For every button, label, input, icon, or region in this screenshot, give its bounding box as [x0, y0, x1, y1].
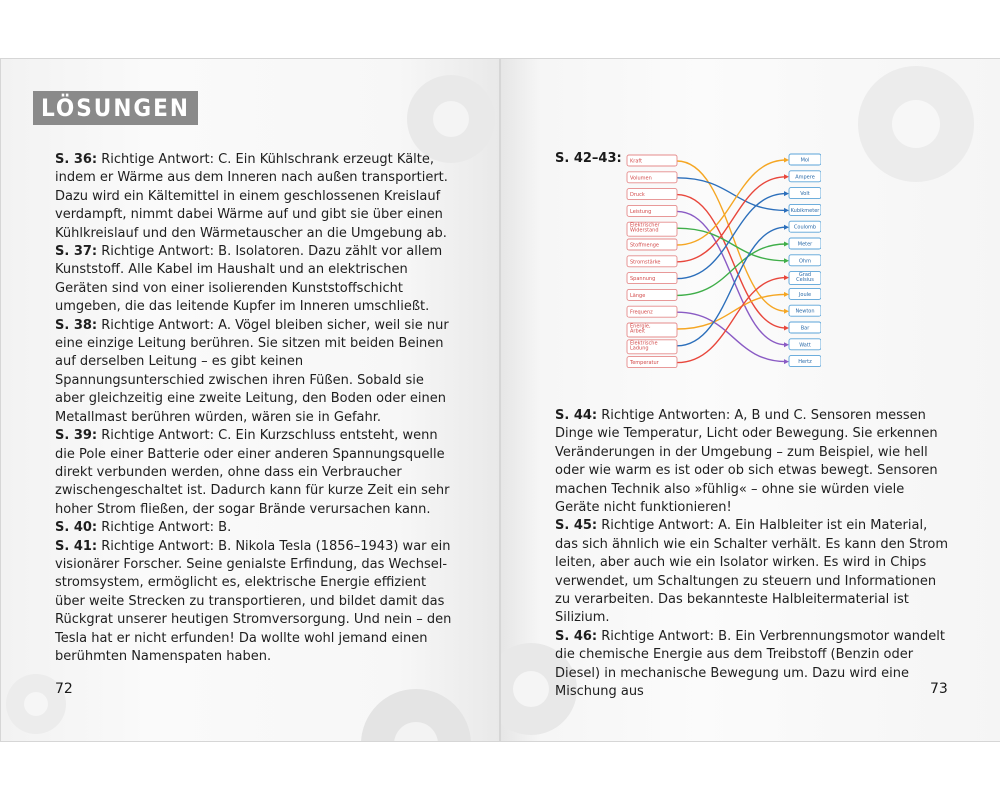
- page-number-right: 73: [930, 681, 948, 697]
- left-text-block: [55, 151, 453, 666]
- left-item: [627, 222, 677, 236]
- right-item: [789, 272, 821, 285]
- right-page: [500, 58, 1000, 742]
- connection-line: [677, 312, 786, 361]
- answer-ref: S. 39:: [55, 428, 98, 444]
- answer-ref: S. 40:: [55, 520, 98, 536]
- right-item: [789, 238, 821, 249]
- arrow-icon: [784, 242, 789, 247]
- left-item-label: Leistung: [630, 208, 652, 215]
- answer-paragraph: [55, 538, 453, 667]
- answer-paragraph: [555, 407, 951, 517]
- right-item: [789, 154, 821, 165]
- right-item-label: Volt: [800, 191, 810, 198]
- right-item-label: Meter: [797, 241, 813, 248]
- answer-text: Richtige Antwort: A. Ein Halbleiter ist ein Material, das sich ähnlich wie ein Schalter verhält. Es kann den Strom leiten, aber auch wie ein Isolator wirken. Es wird in Chips verwendet, um Schaltungen zu steuern und Informationen zu verarbeiten. Das bekannteste Halbleitermaterial ist Silizium.: [555, 518, 948, 626]
- answer-ref: S. 38:: [55, 317, 98, 333]
- left-item: [627, 256, 677, 267]
- left-item: [627, 289, 677, 300]
- right-item: [789, 305, 821, 316]
- right-item-label: Newton: [795, 308, 815, 315]
- gear-decoration-icon: [831, 58, 1000, 209]
- left-item-label: Elektrische: [630, 340, 658, 347]
- right-item-label: Celsius: [796, 277, 814, 284]
- gear-decoration-icon: [0, 659, 81, 742]
- connection-line: [677, 294, 786, 329]
- right-item-label: Joule: [798, 291, 812, 298]
- left-item-label: Kraft: [630, 158, 643, 165]
- answer-ref: S. 41:: [55, 538, 98, 554]
- left-item-label: Energie,: [630, 323, 651, 330]
- right-item: [789, 288, 821, 299]
- left-item-label: Länge: [630, 292, 646, 299]
- right-item: [789, 171, 821, 182]
- arrow-icon: [784, 191, 789, 196]
- answer-text: Richtige Antwort: C. Ein Kurzschluss entsteht, wenn die Pole einer Batterie oder einer anderen Spannungsquelle direkt verbunden werden, ohne dass ein Verbraucher zwischengeschaltet ist. Dadurch kann für kurze Zeit ein sehr hoher Strom fließen, der sogar Brände verursachen kann.: [55, 428, 450, 517]
- page-number-left: 72: [55, 681, 73, 697]
- answer-ref: S. 45:: [555, 518, 598, 534]
- right-text-block: [555, 407, 951, 702]
- right-item-label: Watt: [799, 342, 811, 349]
- answer-ref: S. 36:: [55, 152, 98, 167]
- answer-text: Richtige Antwort: A. Vögel bleiben sicher, weil sie nur eine einzige Leitung berühren. Sie sitzen mit beiden Beinen auf derselben Leitung – es gibt keinen Spannungsunterschied zwischen ihren Füßen. Sobald sie aber gleichzeitig eine zweite Leitung, den Boden oder einen Metallmast berühren würden, wären sie in Gefahr.: [55, 317, 449, 425]
- right-item: [789, 322, 821, 333]
- answer-paragraph: [55, 427, 453, 519]
- left-page: [0, 58, 500, 742]
- left-item-label: Druck: [630, 192, 645, 199]
- right-item: [789, 255, 821, 266]
- connection-line: [677, 194, 786, 279]
- arrow-icon: [784, 158, 789, 163]
- connection-line: [677, 195, 786, 328]
- arrow-icon: [784, 275, 789, 280]
- left-item-label: Arbeit: [630, 328, 646, 335]
- arrow-icon: [784, 292, 789, 297]
- answer-paragraph: [55, 317, 453, 427]
- matching-diagram: [625, 149, 821, 395]
- answer-ref: S. 37:: [55, 244, 98, 260]
- arrow-icon: [784, 342, 789, 347]
- answer-ref: S. 46:: [555, 628, 598, 644]
- arrow-icon: [784, 258, 789, 263]
- answer-text: Richtige Antwort: B. Nikola Tesla (1856–1943) war ein visionärer Forscher. Seine genialste Erfindung, das Wechselstromsystem, ermöglicht es, elektrische Energie effizient über weite Strecken zu transportieren, und bildet damit das Rückgrat unserer heutigen Stromversorgung. Und nein – den Tesla hat er nicht erfunden! Da wollte wohl jemand einen berühmten Namenspaten haben.: [55, 538, 452, 664]
- left-item-label: Frequenz: [630, 309, 653, 316]
- answer-text: Richtige Antworten: A, B und C. Sensoren messen Dinge wie Temperatur, Licht oder Bewegung. Sie erkennen Veränderungen in der Umgebung – zum Beispiel, wie hell oder wie warm es ist oder ob sich etwas bewegt. Sensoren machen Technik also »fühlig« – ohne sie würden viele Geräte nicht funktionieren!: [555, 408, 938, 516]
- right-item-label: Mol: [800, 157, 810, 164]
- right-item-label: Ampere: [795, 174, 815, 181]
- left-item-label: Spannung: [630, 276, 656, 283]
- gear-decoration-icon: [331, 659, 500, 742]
- answer-paragraph: [55, 519, 453, 537]
- arrow-icon: [784, 326, 789, 331]
- right-item-label: Ohm: [799, 258, 811, 265]
- right-item: [789, 204, 821, 215]
- right-item: [789, 339, 821, 350]
- answer-paragraph: [555, 628, 951, 702]
- right-item: [789, 221, 821, 232]
- page-title: LÖSUNGEN: [33, 91, 198, 125]
- left-item: [627, 306, 677, 317]
- answer-paragraph: [555, 517, 951, 627]
- left-item: [627, 189, 677, 200]
- answer-paragraph: [55, 243, 453, 317]
- left-item: [627, 273, 677, 284]
- left-item: [627, 323, 677, 337]
- left-item: [627, 357, 677, 368]
- answer-text: Richtige Antwort: B.: [97, 520, 232, 536]
- answer-text: Richtige Antwort: B. Ein Verbrennungsmotor wandelt die chemische Energie aus dem Treibstoff (Benzin oder Diesel) in mechanische Bewegung um. Dazu wird eine Mischung aus: [555, 628, 945, 700]
- right-item-label: Hertz: [798, 359, 812, 366]
- right-item-label: Bar: [800, 325, 810, 332]
- left-item: [627, 155, 677, 166]
- right-item-label: Kubikmeter: [790, 207, 820, 214]
- left-item: [627, 239, 677, 250]
- right-item-label: Coulomb: [793, 224, 817, 231]
- left-item-label: Stromstärke: [630, 259, 661, 266]
- left-item-label: Widerstand: [630, 227, 659, 234]
- left-item-label: Temperatur: [630, 360, 659, 367]
- left-item: [627, 340, 677, 354]
- answer-text: Richtige Antwort: C. Ein Kühlschrank erzeugt Kälte, indem er Wärme aus dem Inneren nach außen transportiert. Dazu wird ein Kältemittel in einem geschlossenen Kreislauf verdampft, nimmt dabei Wärme auf und gibt sie über einen Kühlkreislauf und den Wärmetauscher an die Umgebung ab.: [55, 152, 448, 241]
- answer-text: Richtige Antwort: B. Isolatoren. Dazu zählt vor allem Kunststoff. Alle Kabel im Haushalt und an elektrischen Geräten sind von einer isolierenden Kunststoffschicht umgeben, die das leitende Kupfer im Inneren umschließt.: [55, 244, 443, 315]
- connection-line: [677, 177, 786, 262]
- connection-line: [677, 178, 786, 211]
- left-item-label: Elektrischer: [630, 222, 660, 229]
- diagram-ref: S. 42–43:: [555, 151, 622, 166]
- answer-ref: S. 44:: [555, 408, 598, 423]
- left-item: [627, 205, 677, 216]
- arrow-icon: [784, 225, 789, 230]
- right-item-label: Grad: [798, 272, 812, 279]
- left-item-label: Stoffmenge: [630, 242, 660, 249]
- left-item: [627, 172, 677, 183]
- left-item-label: Volumen: [630, 175, 652, 182]
- right-item: [789, 188, 821, 199]
- left-item-label: Ladung: [630, 345, 649, 352]
- answer-paragraph: [55, 151, 453, 243]
- arrow-icon: [784, 208, 789, 213]
- arrow-icon: [784, 359, 789, 364]
- arrow-icon: [784, 309, 789, 314]
- right-item: [789, 356, 821, 367]
- arrow-icon: [784, 174, 789, 179]
